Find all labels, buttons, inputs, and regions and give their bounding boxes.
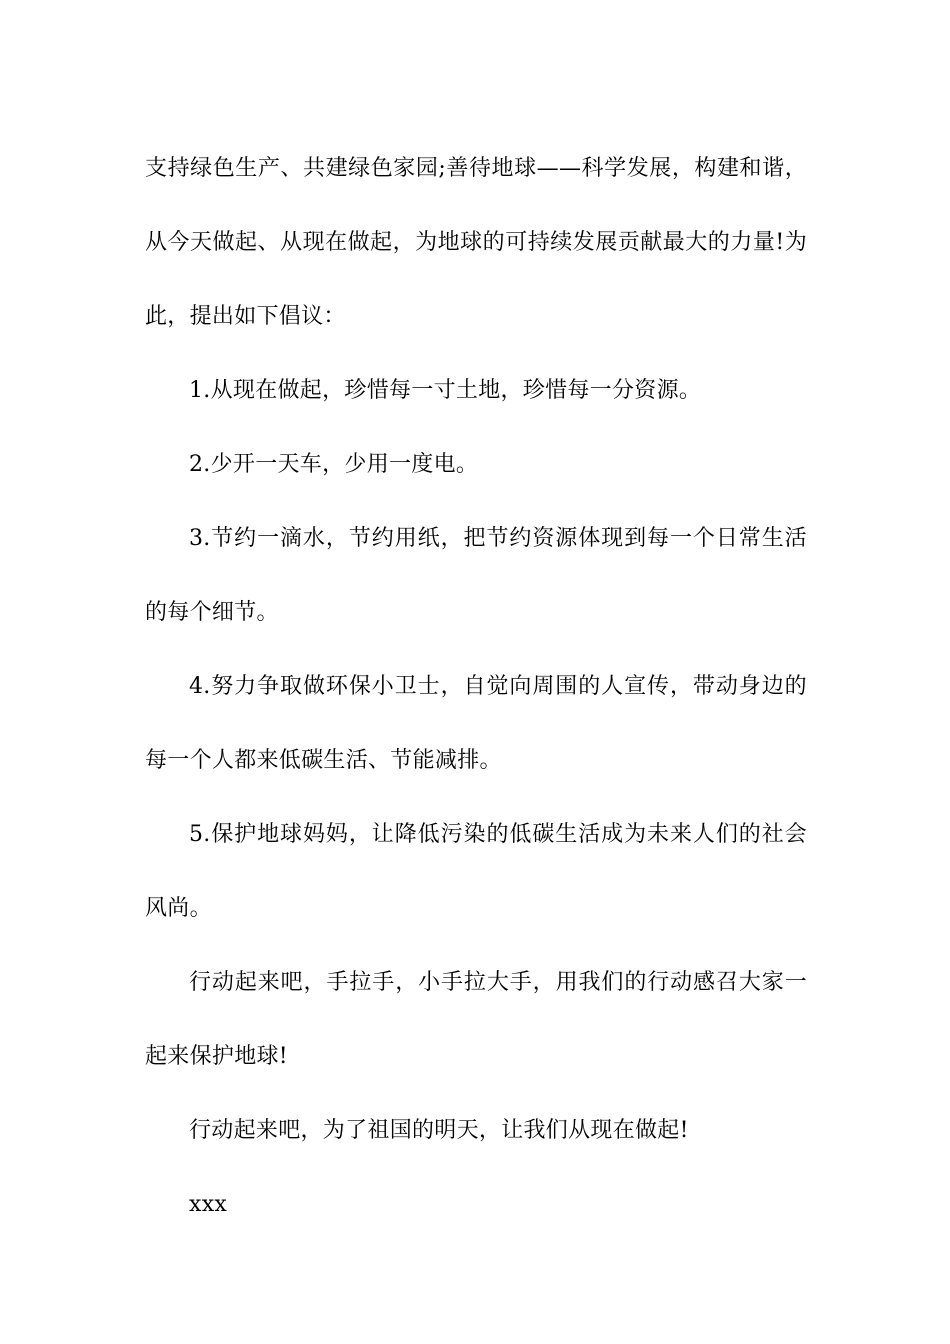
proposal-item-3: 3.节约一滴水，节约用纸，把节约资源体现到每一个日常生活的每个细节。 <box>145 526 807 625</box>
document-body <box>145 132 807 1242</box>
proposal-item-1: 1.从现在做起，珍惜每一寸土地，珍惜每一分资源。 <box>189 378 702 403</box>
proposal-item-4: 4.努力争取做环保小卫士，自觉向周围的人宣传，带动身边的每一个人都来低碳生活、节能减排。 <box>145 674 807 773</box>
paragraph-intro-continued: 支持绿色生产、共建绿色家园;善待地球——科学发展，构建和谐，从今天做起、从现在做起，为地球的可持续发展贡献最大的力量!为此，提出如下倡议： <box>145 156 807 329</box>
proposal-item-5: 5.保护地球妈妈，让降低污染的低碳生活成为未来人们的社会风尚。 <box>145 822 807 921</box>
proposal-item-2: 2.少开一天车，少用一度电。 <box>189 452 479 477</box>
call-to-action-1: 行动起来吧，手拉手，小手拉大手，用我们的行动感召大家一起来保护地球! <box>145 970 807 1069</box>
signature: xxx <box>189 1192 228 1217</box>
call-to-action-2: 行动起来吧，为了祖国的明天，让我们从现在做起! <box>189 1118 689 1143</box>
